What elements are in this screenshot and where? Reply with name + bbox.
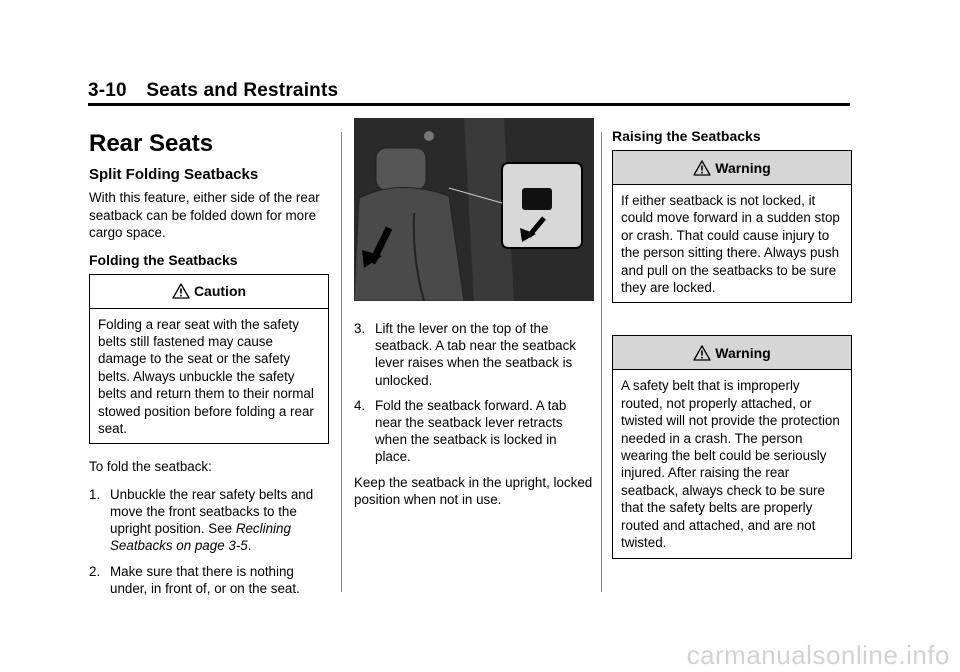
header-rule	[88, 103, 850, 106]
fold-steps-list	[89, 486, 329, 597]
column-divider	[341, 132, 342, 592]
subheading-folding: Folding the Seatbacks	[89, 251, 238, 268]
fold-steps-list-continued	[354, 320, 594, 466]
warning-header	[613, 336, 851, 370]
watermark: carmanualsonline.info	[686, 640, 950, 670]
column-right	[612, 118, 852, 573]
column-middle	[354, 118, 594, 519]
warning-text: If either seatback is not locked, it could move forward in a sudden stop or crash. That could cause injury to the person sitting there. Always push and pull on the seatbacks to be sure they are locked.	[621, 193, 840, 296]
warning-label: Warning	[715, 159, 771, 176]
warning-box	[612, 335, 852, 558]
caution-triangle-icon	[172, 283, 190, 299]
caution-label: Caution	[193, 283, 247, 299]
caution-text: Folding a rear seat with the safety belts still fastened may cause damage to the seat or the safety belts. Always unbuckle the safety belts and return them to their normal stowed position before folding a rear seat.	[98, 316, 314, 436]
list-item: 2. Make sure that there is nothing under, in front of, or on the seat.	[89, 563, 300, 596]
intro-paragraph: With this feature, either side of the rear seatback can be folded down for more cargo space.	[89, 190, 320, 240]
page-title: Rear Seats	[89, 130, 214, 157]
caution-header	[90, 275, 328, 309]
list-item: 1. Unbuckle the rear safety belts and move the front seatbacks to the upright position. See Reclining Seatbacks on page 3-5.	[89, 486, 314, 554]
seatback-lever-illustration	[354, 118, 594, 301]
warning-triangle-icon	[693, 345, 711, 361]
subheading-raising: Raising the Seatbacks	[612, 128, 761, 144]
warning-box	[612, 150, 852, 303]
section-title: Seats and Restraints	[146, 80, 339, 101]
column-divider	[601, 132, 602, 592]
page-number: 3-10	[88, 80, 127, 101]
list-item: 4. Fold the seatback forward. A tab near the seatback lever retracts when the seatback is locked in place.	[354, 397, 567, 465]
list-item: 3. Lift the lever on the top of the seatback. A tab near the seatback lever raises when the seatback is unlocked.	[354, 321, 576, 388]
warning-header	[613, 151, 851, 185]
page-header	[88, 80, 338, 102]
subheading-split-folding: Split Folding Seatbacks	[89, 166, 259, 183]
warning-triangle-icon	[693, 160, 711, 176]
cross-reference-link[interactable]: Reclining Seatbacks on page 3-5	[110, 521, 291, 554]
caution-box	[89, 274, 329, 445]
closing-paragraph: Keep the seatback in the upright, locked position when not in use.	[354, 474, 593, 508]
warning-text: A safety belt that is improperly routed, not properly attached, or twisted will not provide the protection needed in a crash. The person wearing the belt could be seriously injured. After raising the rear seatback, always check to be sure that the safety belts are properly routed and attached, and are not twisted.	[621, 378, 840, 551]
column-left	[89, 118, 329, 605]
to-fold-label: To fold the seatback:	[89, 459, 212, 475]
warning-label: Warning	[715, 344, 771, 361]
